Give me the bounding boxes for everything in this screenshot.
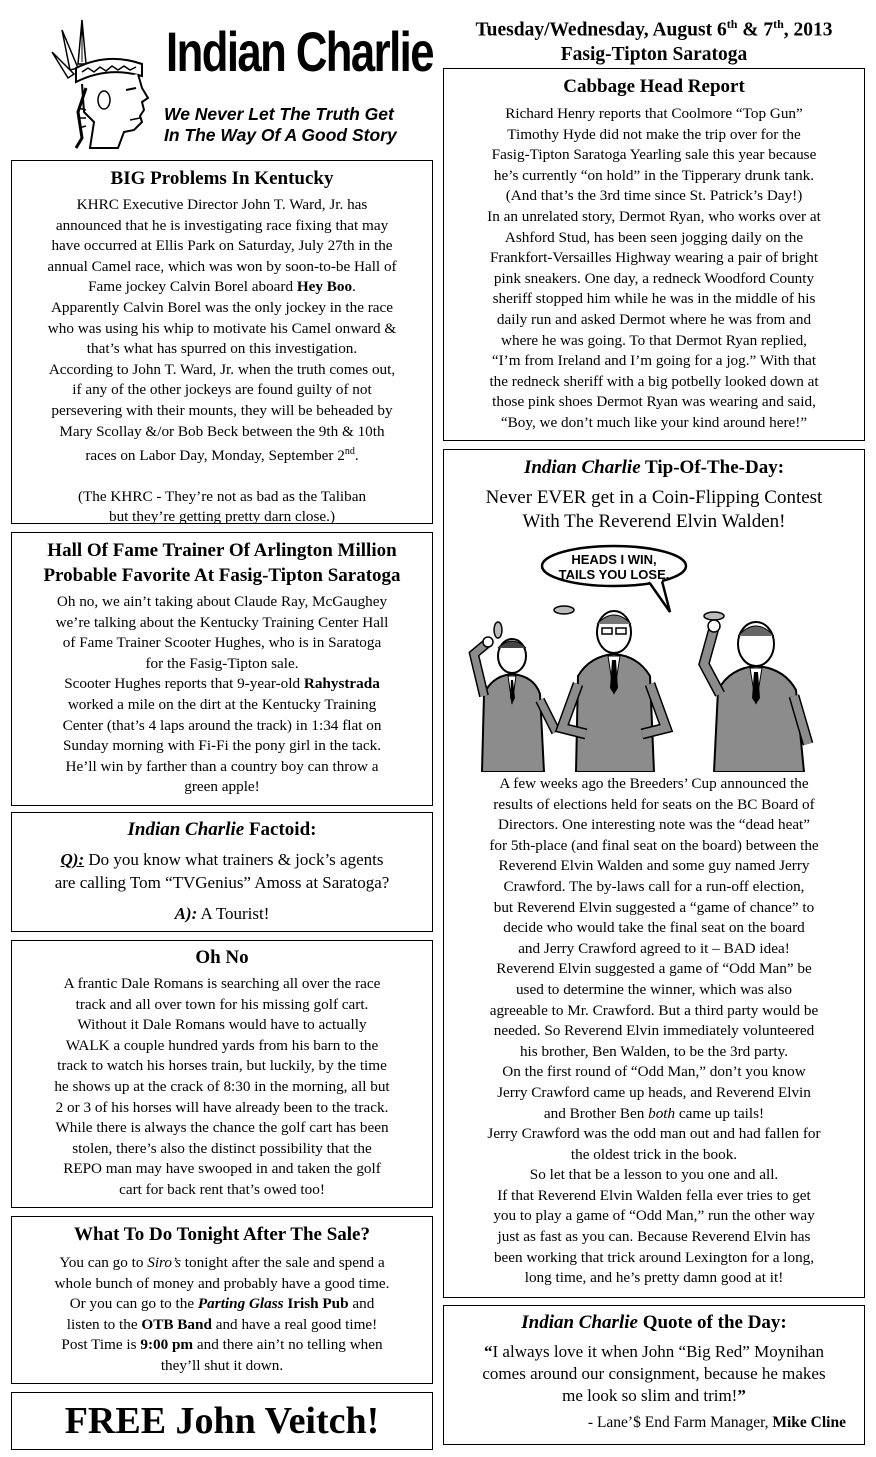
text-line: On the first round of “Odd Man,” don’t you know [502, 1063, 806, 1081]
masthead-title: Indian Charlie [166, 20, 433, 83]
text-line: and Jerry Crawford agreed to it – BAD idea! [518, 939, 790, 957]
text-line: Fasig-Tipton Saratoga Yearling sale this year because [491, 146, 817, 164]
quote-line: me look so slim and trim!” [562, 1386, 746, 1405]
text-line: of Fame Trainer Scooter Hughes, who is in Saratoga [62, 634, 382, 652]
text-line: According to John T. Ward, Jr. when the truth comes out, [48, 360, 396, 378]
text-line: those pink shoes Dermot Ryan was wearing and said, [492, 393, 816, 411]
text-line: and Brother Ben both came up tails! [543, 1104, 765, 1122]
tip-title: Indian Charlie Tip-Of-The-Day: [523, 457, 785, 478]
text-line: Timothy Hyde did not make the trip over for the [507, 125, 801, 143]
right-man-figure [704, 620, 808, 772]
factoid-title: Indian Charlie Factoid: [127, 819, 317, 840]
text-line: (And that’s the 3rd time since St. Patrick’s Day!) [505, 187, 803, 205]
text-line: pink sneakers. One day, a redneck Woodford County [493, 269, 815, 287]
text-line: “I’m from Ireland and I’m going for a jog.” With that [491, 352, 817, 370]
text-line: If that Reverend Elvin Walden fella ever tries to get [497, 1186, 811, 1204]
quote-text [444, 1341, 864, 1407]
text-line: that’s what has spurred on this investigation. [86, 340, 358, 358]
article-title: What To Do Tonight After The Sale? [74, 1224, 370, 1245]
text-line: Jerry Crawford came up heads, and Reverend Elvin [497, 1083, 811, 1101]
text-line: Ashford Stud, has been seen jogging daily on the [504, 228, 804, 246]
factoid-box [11, 812, 433, 932]
text-line: agreeable to Mr. Crawford. But a third party would be [489, 1001, 819, 1019]
bubble-line: TAILS YOU LOSE. [558, 567, 670, 582]
dateline [440, 12, 868, 67]
speech-bubble-icon [542, 546, 686, 612]
text-line: He’ll win by farther than a country boy can throw a [65, 757, 379, 775]
text-line: but Reverend Elvin suggested a “game of chance” to [493, 898, 815, 916]
coin-flip-cartoon [444, 544, 864, 772]
text-line: announced that he is investigating race fixing that may [55, 216, 389, 234]
banner-text: FREE John Veitch! [64, 1400, 380, 1442]
tip-subtitle: Never EVER get in a Coin-Flipping Contest [485, 487, 823, 508]
bubble-line: HEADS I WIN, [571, 552, 657, 567]
article-title: Cabbage Head Report [563, 76, 745, 97]
text-line: who was using his whip to motivate his Camel onward & [47, 319, 397, 337]
text-line: green apple! [184, 778, 260, 796]
text-line: In an unrelated story, Dermot Ryan, who works over at [487, 207, 821, 225]
text-line: Crawford. The by-laws call for a run-off election, [503, 877, 805, 895]
text-line: whole bunch of money and probably have a good time. [54, 1274, 390, 1292]
text-line: Post Time is 9:00 pm and there ain’t no telling when [61, 1336, 383, 1354]
text-line: have occurred at Ellis Park on Saturday, July 27th in the [51, 237, 393, 255]
text-line: A frantic Dale Romans is searching all over the race [63, 975, 381, 992]
text-line: track and all over town for his missing golf cart. [75, 995, 369, 1013]
text-line: been working that trick around Lexington for a long, [493, 1248, 815, 1266]
text-line: they’ll shut it down. [160, 1356, 284, 1374]
indian-chief-logo-icon [38, 12, 158, 152]
factoid-answer: A): A Tourist! [174, 904, 270, 923]
text-line: persevering with their mounts, they will be beheaded by [51, 401, 393, 419]
text-line: Sunday morning with Fi-Fi the pony girl in the tack. [62, 737, 382, 755]
tip-subtitle: With The Reverend Elvin Walden! [522, 511, 786, 532]
text-line: for 5th-place (and final seat on the board) between the [489, 836, 819, 854]
text-line: track to watch his horses train, but luckily, by the time [57, 1057, 387, 1075]
text-line: he shows up at the crack of 8:30 in the morning, all but [54, 1077, 390, 1095]
text-line: annual Camel race, which was won by soon-to-be Hall of [47, 257, 397, 275]
hall-of-fame-article [11, 532, 433, 806]
text-line: decide who would take the final seat on the board [503, 919, 805, 937]
text-line: Mary Scollay &/or Bob Beck between the 9th & 10th [59, 422, 385, 440]
text-line: worked a mile on the dirt at the Kentucky Training [67, 695, 377, 713]
text-line: cart for back rent that’s owed too! [119, 1180, 325, 1198]
text-line: Or you can go to the Parting Glass Irish Pub and [69, 1295, 375, 1313]
text-line: REPO man may have swooped in and taken the golf [63, 1160, 381, 1178]
free-john-veitch-banner [11, 1392, 433, 1450]
text-line: races on Labor Day, Monday, September 2nd. [85, 446, 359, 465]
title-line: Hall Of Fame Trainer Of Arlington Million [47, 540, 397, 561]
text-line: You can go to Siro’s tonight after the sale and spend a [59, 1254, 385, 1271]
text-line: daily run and asked Dermot where he was from and [496, 310, 812, 328]
tonight-article [11, 1216, 433, 1384]
title-line: Probable Favorite At Fasig-Tipton Saratoga [43, 565, 401, 586]
text-line: So let that be a lesson to you one and all. [529, 1166, 779, 1184]
article-title [12, 538, 432, 588]
text-line: 2 or 3 of his horses will have already been to the track. [55, 1098, 389, 1116]
big-problems-article [11, 160, 433, 524]
text-line: for the Fasig-Tipton sale. [145, 654, 299, 672]
text-line: Oh no, we ain’t taking about Claude Ray, McGaughey [56, 593, 388, 610]
text-line: sheriff stopped him while he was in the middle of his [492, 290, 816, 308]
text-line: just as fast as you can. Because Reverend Elvin has [497, 1228, 811, 1246]
article-title: Oh No [195, 947, 249, 968]
text-line: “Boy, we don’t much like your kind around here!” [500, 413, 808, 431]
masthead-logo [38, 12, 158, 152]
text-line: he’s currently “on hold” in the Tipperary drunk tank. [493, 166, 815, 184]
text-line: Jerry Crawford was the odd man out and had fallen for [487, 1125, 821, 1143]
dateline-date: Tuesday/Wednesday, August 6th & 7th, 2013 [475, 17, 833, 41]
quote-title: Indian Charlie Quote of the Day: [521, 1312, 787, 1333]
text-line: Without it Dale Romans would have to actually [77, 1016, 367, 1034]
text-line: results of elections held for seats on the BC Board of [493, 795, 815, 813]
text-line: A few weeks ago the Breeders’ Cup announced the [499, 775, 809, 792]
factoid-question: Q): Do you know what trainers & jock’s agents [60, 850, 384, 869]
text-line: used to determine the winner, which was also [515, 980, 793, 998]
text-line: Reverend Elvin Walden and some guy named Jerry [498, 857, 810, 875]
tagline-line: In The Way Of A Good Story [164, 125, 397, 145]
text-line: Apparently Calvin Borel was the only jockey in the race [50, 298, 394, 316]
article-title: BIG Problems In Kentucky [110, 168, 334, 189]
text-line: Directors. One interesting note was the “dead heat” [497, 816, 811, 834]
text-line: stolen, there’s also the distinct possibility that the [72, 1139, 372, 1157]
text-line: KHRC Executive Director John T. Ward, Jr. has [76, 196, 368, 213]
quote-of-the-day [443, 1305, 865, 1445]
text-line: the redneck sheriff with a big potbelly looked down at [489, 372, 819, 390]
oh-no-article [11, 940, 433, 1208]
factoid-question-cont: are calling Tom “TVGenius” Amoss at Saratoga? [54, 873, 390, 892]
text-line: Center (that’s 4 laps around the track) in 1:34 flat on [62, 716, 382, 734]
quote-attribution: - Lane’$ End Farm Manager, Mike Cline [587, 1414, 846, 1431]
text-line: but they’re getting pretty darn close.) [108, 508, 336, 526]
text-line: if any of the other jockeys are found guilty of not [72, 381, 372, 399]
text-line: long time, and he’s pretty damn good at it! [524, 1269, 784, 1287]
quote-line: comes around our consignment, because he makes [482, 1364, 826, 1383]
text-line: Richard Henry reports that Coolmore “Top Gun” [505, 105, 803, 122]
masthead-tagline [164, 104, 397, 146]
dateline-event: Fasig-Tipton Saratoga [560, 43, 748, 65]
text-line: you to play a game of “Odd Man,” run the other way [493, 1207, 815, 1225]
text-line: WALK a couple hundred yards from his barn to the [65, 1036, 379, 1054]
text-line: we’re talking about the Kentucky Training Center Hall [55, 613, 389, 631]
text-line: needed. So Reverend Elvin immediately volunteered [493, 1022, 815, 1040]
text-line: his brother, Ben Walden, to be the 3rd party. [519, 1042, 789, 1060]
text-line: While there is always the chance the golf cart has been [55, 1119, 389, 1137]
middle-man-figure [562, 611, 666, 772]
left-man-figure [474, 637, 556, 772]
quote-line: “I always love it when John “Big Red” Moynihan [484, 1342, 824, 1361]
text-line: listen to the OTB Band and have a real good time! [66, 1315, 378, 1333]
text-line: Fame jockey Calvin Borel aboard Hey Boo. [88, 278, 356, 296]
tagline-line: We Never Let The Truth Get [164, 104, 394, 124]
cabbage-head-article [443, 68, 865, 441]
text-line: Scooter Hughes reports that 9-year-old Rahystrada [64, 675, 380, 693]
text-line: the oldest trick in the book. [570, 1145, 738, 1163]
text-line: (The KHRC - They’re not as bad as the Taliban [77, 487, 367, 505]
text-line: Reverend Elvin suggested a game of “Odd Man” be [496, 960, 812, 978]
tip-of-the-day-article [443, 449, 865, 1298]
text-line: Frankfort-Versailles Highway wearing a pair of bright [489, 249, 819, 267]
text-line: where he was going. To that Dermot Ryan replied, [501, 331, 807, 349]
